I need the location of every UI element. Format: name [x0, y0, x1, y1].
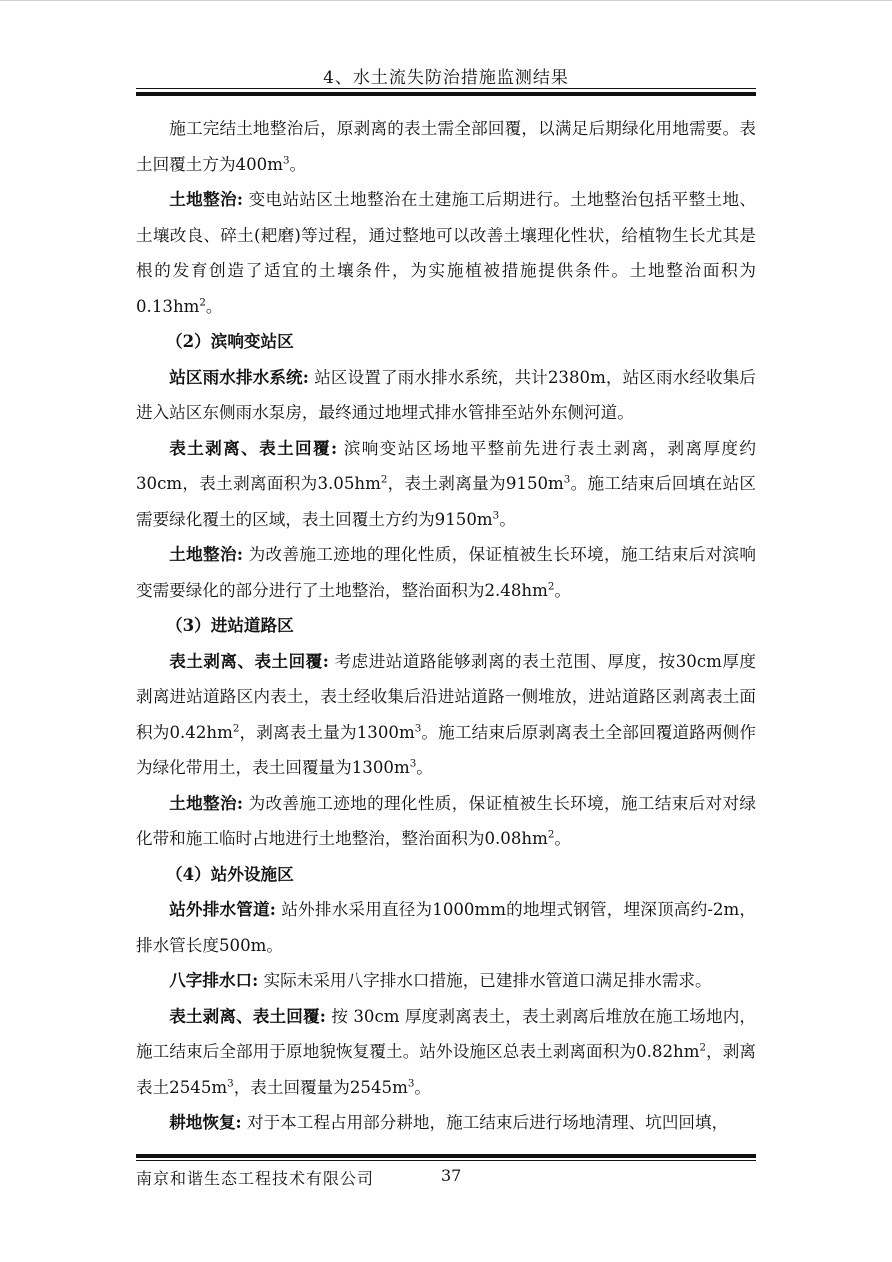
paragraph-keyword: 表土剥离、表土回覆:: [169, 437, 338, 458]
paragraph-text: 。: [416, 758, 433, 777]
superscript: 3: [227, 1076, 234, 1089]
paragraph-text: 对于本工程占用部分耕地，施工结束后进行场地清理、坑凹回填，: [241, 1113, 729, 1132]
paragraph-text: 。: [554, 580, 571, 600]
paragraph-text: 。: [205, 296, 223, 316]
section-heading: （2）滨响变站区: [166, 331, 294, 351]
page-edge: [0, 0, 892, 1]
paragraph-text: ，剥离表土量为1300m: [239, 722, 415, 742]
footer-rule-thick: [136, 1154, 756, 1158]
paragraph-text: 按 30cm 厚度剥离表土，表土剥离后堆放在施工场地内，施工结束后全部用于原地貌恢复覆土。站外设施区总表土剥离面积为0.82hm: [136, 1006, 757, 1061]
body-paragraph: [136, 963, 756, 999]
footer-rule-thin: [136, 1160, 756, 1161]
body-paragraph: [136, 1105, 756, 1141]
paragraph-text: 施工完结土地整治后，原剥离的表土需全部回覆，以满足后期绿化用地需要。表土回覆土方为400m: [136, 119, 756, 174]
superscript: 2: [699, 1041, 706, 1054]
page-number: 37: [441, 1166, 462, 1185]
paragraph-text: 变电站站区土地整治在土建施工后期进行。土地整治包括平整土地、土壤改良、碎土(耙磨)等过程，通过整地可以改善土壤理化性状，给植物生长尤其是根的发育创造了适宜的土壤条件，为实施植被措施提供条件。土地整治面积为0.13hm: [136, 190, 756, 316]
paragraph-text: 。: [289, 154, 307, 174]
paragraph-text: 为改善施工迹地的理化性质，保证植被生长环境，施工结束后对对绿化带和施工临时占地进行土地整治，整治面积为0.08hm: [136, 793, 756, 848]
superscript: 2: [380, 473, 388, 486]
body-paragraph: [136, 431, 756, 538]
paragraph-keyword: 土地整治:: [169, 792, 244, 813]
paragraph-text: 。: [554, 829, 571, 848]
body-paragraph: [136, 892, 756, 963]
paragraph-text: 考虑进站道路能够剥离的表土范围、厚度，按30cm厚度剥离进站道路区内表土，表土经收集后沿进站道路一侧堆放，进站道路区剥离表土面积为0.42hm: [136, 651, 757, 742]
superscript: 3: [414, 721, 422, 734]
superscript: 2: [547, 828, 555, 841]
body-paragraph: [136, 360, 756, 431]
paragraph-text: 。施工结束后原剥离表土全部回覆道路两侧作为绿化带用土，表土回覆量为1300m: [136, 722, 757, 777]
body-paragraph: [136, 644, 756, 786]
paragraph-keyword: 八字排水口:: [169, 970, 259, 990]
section-heading: （3）进站道路区: [166, 615, 294, 635]
superscript: 3: [407, 1076, 415, 1089]
paragraph-keyword: 土地整治:: [169, 544, 244, 564]
paragraph-keyword: 土地整治:: [169, 189, 244, 209]
paragraph-text: 为改善施工迹地的理化性质，保证植被生长环境，施工结束后对滨响变需要绿化的部分进行了土地整治，整治面积为2.48hm: [136, 545, 756, 600]
paragraph-text: 站外排水采用直径为1000mm的地埋式钢管，埋深顶高约-2m，排水管长度500m。: [136, 900, 756, 955]
paragraph-keyword: 站区雨水排水系统:: [169, 366, 309, 387]
paragraph-text: 。: [499, 509, 516, 529]
superscript: 2: [232, 721, 240, 734]
header-rule-thick: [136, 92, 756, 96]
superscript: 3: [492, 508, 500, 521]
body-paragraph: [136, 111, 756, 182]
body-paragraph: [136, 786, 756, 857]
body-paragraph: [136, 999, 756, 1106]
body-paragraph: [136, 537, 756, 608]
paragraph-keyword: 表土剥离、表土回覆:: [169, 1005, 326, 1026]
superscript: 3: [563, 473, 571, 486]
superscript: 3: [409, 757, 417, 770]
paragraph-text: ，表土回覆量为2545m: [233, 1077, 408, 1097]
paragraph-text: 。: [414, 1077, 431, 1097]
footer-company: 南京和谐生态工程技术有限公司: [136, 1169, 375, 1188]
paragraph-keyword: 表土剥离、表土回覆:: [169, 650, 329, 671]
paragraph-text: ，表土剥离量为9150m: [387, 474, 564, 493]
header-rule-thin: [136, 88, 756, 89]
paragraph-text: 实际未采用八字排水口措施，已建排水管道口满足排水需求。: [258, 971, 712, 990]
superscript: 2: [547, 579, 555, 592]
paragraph-text: 站区设置了雨水排水系统，共计2380m，站区雨水经收集后进入站区东侧雨水泵房，最终通过地埋式排水管排至站外东侧河道。: [136, 367, 756, 422]
section-heading: （4）站外设施区: [166, 863, 294, 884]
paragraph-text: 。施工结束后回填在站区需要绿化覆土的区域，表土回覆土方约为9150m: [136, 474, 757, 529]
paragraph-text: ，剥离表土2545m: [136, 1042, 757, 1097]
paragraph-keyword: 耕地恢复:: [169, 1112, 242, 1132]
header-title: 4、水土流失防治措施监测结果: [323, 68, 569, 88]
superscript: 3: [282, 153, 290, 166]
page-body: [136, 111, 756, 1141]
superscript: 2: [199, 295, 206, 308]
body-paragraph: [136, 182, 756, 324]
paragraph-text: 滨响变站区场地平整前先进行表土剥离，剥离厚度约30cm，表土剥离面积为3.05hm: [136, 438, 757, 493]
paragraph-keyword: 站外排水管道:: [169, 899, 276, 919]
